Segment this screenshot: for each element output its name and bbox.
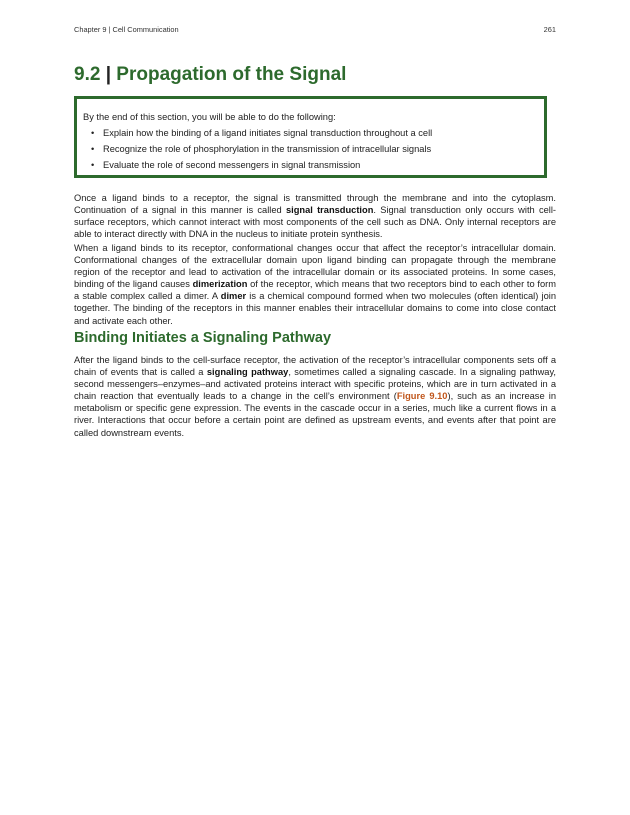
objective-text: Evaluate the role of second messengers in signal transmission bbox=[103, 160, 361, 170]
paragraph-text: ), such as an increase in metabolism or specific gene expression. The events in the cascade occur in a series, much like a current flows in a river. Interactions that occur before a certain point are defined as upstream events, and events after that point are called downstream events. bbox=[74, 391, 556, 438]
subsection-heading: Binding Initiates a Signaling Pathway bbox=[74, 330, 332, 346]
objective-item bbox=[91, 127, 536, 139]
paragraph-text: , sometimes called a signaling cascade. In a signaling pathway, second messengers–enzymes–and activated proteins interact with specific proteins, which are in turn activated in a chain reaction that eventually leads to a change in the cell’s environment ( bbox=[74, 367, 556, 402]
paragraph-signal-transduction bbox=[74, 192, 556, 240]
term-dimerization: dimerization bbox=[192, 279, 248, 290]
objectives-list bbox=[83, 127, 536, 171]
bullet-icon: • bbox=[91, 144, 95, 154]
paragraph-text: . Signal transduction only occurs with cell-surface receptors, which cannot interact with most components of the cell such as DNA. Only internal receptors are able to interact directly with DNA in the nucleus to initiate protein synthesis. bbox=[74, 205, 556, 240]
objective-text: Explain how the binding of a ligand initiates signal transduction throughout a cell bbox=[103, 128, 433, 138]
title-separator: | bbox=[100, 64, 117, 85]
page-number: 261 bbox=[543, 25, 556, 34]
objectives-intro: By the end of this section, you will be able to do the following: bbox=[83, 112, 336, 122]
term-dimer: dimer bbox=[220, 291, 247, 302]
term-signal-transduction: signal transduction bbox=[285, 205, 374, 216]
learning-objectives-box bbox=[74, 96, 547, 178]
section-title-text: Propagation of the Signal bbox=[116, 64, 347, 85]
section-title bbox=[74, 64, 346, 86]
section-number: 9.2 bbox=[74, 64, 101, 85]
paragraph-text: When a ligand binds to its receptor, conformational changes occur that affect the receptor’s intracellular domain. Conformational changes of the extracellular domain upon ligand binding can propagate through the membrane region of the receptor and lead to activation of the intracellular domain or its associated proteins. In some cases, binding of the ligand causes bbox=[74, 243, 556, 290]
paragraph-signaling-pathway bbox=[74, 354, 556, 439]
figure-9-10-link[interactable]: Figure 9.10 bbox=[396, 391, 448, 402]
paragraph-dimerization bbox=[74, 242, 556, 327]
bullet-icon: • bbox=[91, 128, 95, 138]
objective-item bbox=[91, 159, 536, 171]
paragraph-text: After the ligand binds to the cell-surface receptor, the activation of the receptor’s intracellular components sets off a chain of events that is called a bbox=[74, 355, 556, 378]
term-signaling-pathway: signaling pathway bbox=[206, 367, 289, 378]
paragraph-text: of the receptor, which means that two receptors bind to each other to form a stable complex called a dimer. A bbox=[74, 279, 556, 302]
objective-item bbox=[91, 143, 536, 155]
paragraph-text: Once a ligand binds to a receptor, the signal is transmitted through the membrane and into the cytoplasm. Continuation of a signal in this manner is called bbox=[74, 193, 556, 216]
paragraph-text: is a chemical compound formed when two molecules (often identical) join together. The binding of the receptors in this manner enables their intracellular domains to come into close contact and activate each other. bbox=[74, 291, 556, 326]
bullet-icon: • bbox=[91, 160, 95, 170]
chapter-label: Chapter 9 | Cell Communication bbox=[74, 25, 179, 34]
objective-text: Recognize the role of phosphorylation in the transmission of intracellular signals bbox=[103, 144, 432, 154]
